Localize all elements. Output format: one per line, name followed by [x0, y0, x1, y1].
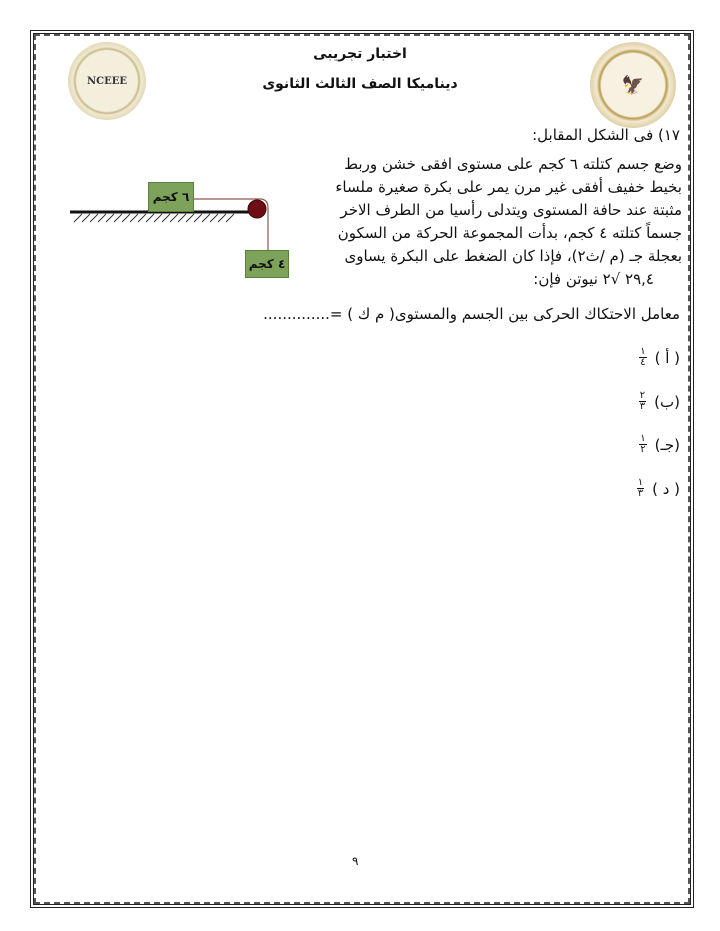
pulley — [248, 200, 266, 218]
page-number: ٩ — [352, 854, 359, 868]
eagle-icon: 🦅 — [621, 74, 645, 96]
question-heading: ١٧) فى الشكل المقابل: — [532, 126, 680, 144]
option-fraction: $\frac{١}{٤}$ — [640, 346, 646, 368]
plane-hatching — [74, 214, 234, 222]
question-line: مثبتة عند حافة المستوى ويتدلى رأسيا من الطرف الاخر — [340, 201, 682, 219]
option-fraction: $\frac{١}{٢}$ — [640, 433, 646, 455]
option-label: (ب) — [654, 392, 680, 411]
option-fraction: $\frac{١}{٣}$ — [637, 477, 644, 499]
ministry-logo — [590, 42, 676, 128]
question-line: بعجلة جـ (م /ث٢)، فإذا كان الضغط على البكرة يساوى — [344, 247, 682, 265]
option-label: ( أ ) — [654, 348, 680, 367]
question-text — [335, 153, 682, 291]
option-b[interactable] — [639, 391, 680, 412]
question-line: جسماً كتلته ٤ كجم، بدأت المجموعة الحركة من السكون — [337, 224, 682, 242]
question-line: بخيط خفيف أفقى غير مرن يمر على بكرة صغيرة ملساء — [335, 178, 682, 196]
question-line: ٢٩,٤ √٢ نيوتن فإن: — [533, 270, 654, 288]
exam-title: اختبار تجريبى — [313, 46, 407, 62]
hanging-block: ٤ كجم — [245, 250, 289, 278]
logo-text: NCEEE — [87, 75, 127, 87]
option-d[interactable] — [637, 478, 680, 499]
question-prompt: معامل الاحتكاك الحركى بين الجسم والمستوى( م ك ) =.............. — [263, 305, 680, 323]
option-label: ( د ) — [652, 479, 680, 498]
option-a[interactable] — [639, 347, 680, 368]
nceee-logo — [68, 42, 146, 120]
option-fraction: $\frac{٢}{٣}$ — [639, 390, 646, 412]
block-on-plane: ٦ كجم — [148, 182, 194, 212]
exam-subtitle: ديناميكا الصف الثالث الثانوى — [262, 76, 458, 92]
option-label: (جـ) — [654, 435, 680, 454]
option-c[interactable] — [639, 434, 680, 455]
question-line: وضع جسم كتلته ٦ كجم على مستوى افقى خشن وربط — [344, 155, 682, 173]
